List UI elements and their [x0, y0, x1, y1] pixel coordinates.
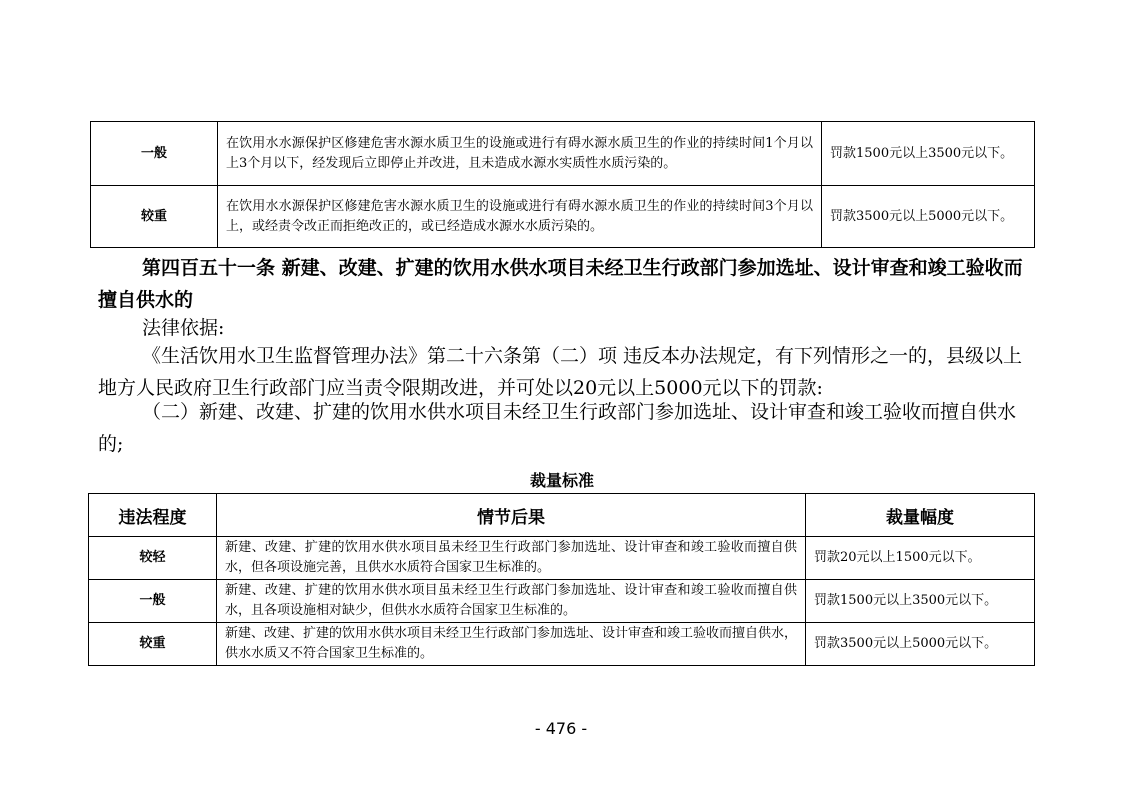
- circumstance-text: 新建、改建、扩建的饮用水供水项目虽未经卫生行政部门参加选址、设计审查和竣工验收而擅自供水，且各项设施相对缺少，但供水水质符合国家卫生标准的。: [217, 580, 806, 623]
- severity-level: 较轻: [89, 537, 217, 580]
- table-row: [89, 623, 1035, 666]
- law-item: （二）新建、改建、扩建的饮用水供水项目未经卫生行政部门参加选址、设计审查和竣工验收而擅自供水的;: [98, 401, 1017, 455]
- column-header-circumstance: 情节后果: [217, 494, 806, 537]
- table-row: [91, 186, 1035, 248]
- circumstance-text: 新建、改建、扩建的饮用水供水项目未经卫生行政部门参加选址、设计审查和竣工验收而擅自供水，供水水质又不符合国家卫生标准的。: [217, 623, 806, 666]
- fine-range: 罚款3500元以上5000元以下。: [806, 623, 1035, 666]
- fine-range: 罚款1500元以上3500元以下。: [806, 580, 1035, 623]
- fine-range: 罚款3500元以上5000元以下。: [822, 186, 1035, 248]
- legal-basis-label: 法律依据:: [142, 317, 225, 339]
- law-citation: 《生活饮用水卫生监督管理办法》第二十六条第（二）项 违反本办法规定，有下列情形之一的，县级以上地方人民政府卫生行政部门应当责令限期改进，并可处以20元以上5000元以下的罚款:: [98, 345, 1023, 399]
- fine-range: 罚款1500元以上3500元以下。: [822, 122, 1035, 186]
- severity-level: 较重: [91, 186, 218, 248]
- table-row: [89, 537, 1035, 580]
- severity-level: 一般: [91, 122, 218, 186]
- penalty-table-continued: [90, 121, 1035, 248]
- severity-level: 较重: [89, 623, 217, 666]
- column-header-range: 裁量幅度: [806, 494, 1035, 537]
- article-title: 第四百五十一条 新建、改建、扩建的饮用水供水项目未经卫生行政部门参加选址、设计审查和竣工验收而擅自供水的: [98, 257, 1023, 311]
- table-row: [89, 580, 1035, 623]
- circumstance-text: 新建、改建、扩建的饮用水供水项目虽未经卫生行政部门参加选址、设计审查和竣工验收而擅自供水，但各项设施完善，且供水水质符合国家卫生标准的。: [217, 537, 806, 580]
- page-number: - 476 -: [534, 719, 588, 738]
- circumstance-text: 在饮用水水源保护区修建危害水源水质卫生的设施或进行有碍水源水质卫生的作业的持续时间3个月以上，或经责令改正而拒绝改正的，或已经造成水源水水质污染的。: [218, 186, 822, 248]
- discretion-standard-table: [88, 493, 1035, 666]
- fine-range: 罚款20元以上1500元以下。: [806, 537, 1035, 580]
- table-header-row: [89, 494, 1035, 537]
- circumstance-text: 在饮用水水源保护区修建危害水源水质卫生的设施或进行有碍水源水质卫生的作业的持续时间1个月以上3个月以下，经发现后立即停止并改进，且未造成水源水实质性水质污染的。: [218, 122, 822, 186]
- table-caption: 裁量标准: [529, 471, 594, 490]
- severity-level: 一般: [89, 580, 217, 623]
- table-row: [91, 122, 1035, 186]
- column-header-severity: 违法程度: [89, 494, 217, 537]
